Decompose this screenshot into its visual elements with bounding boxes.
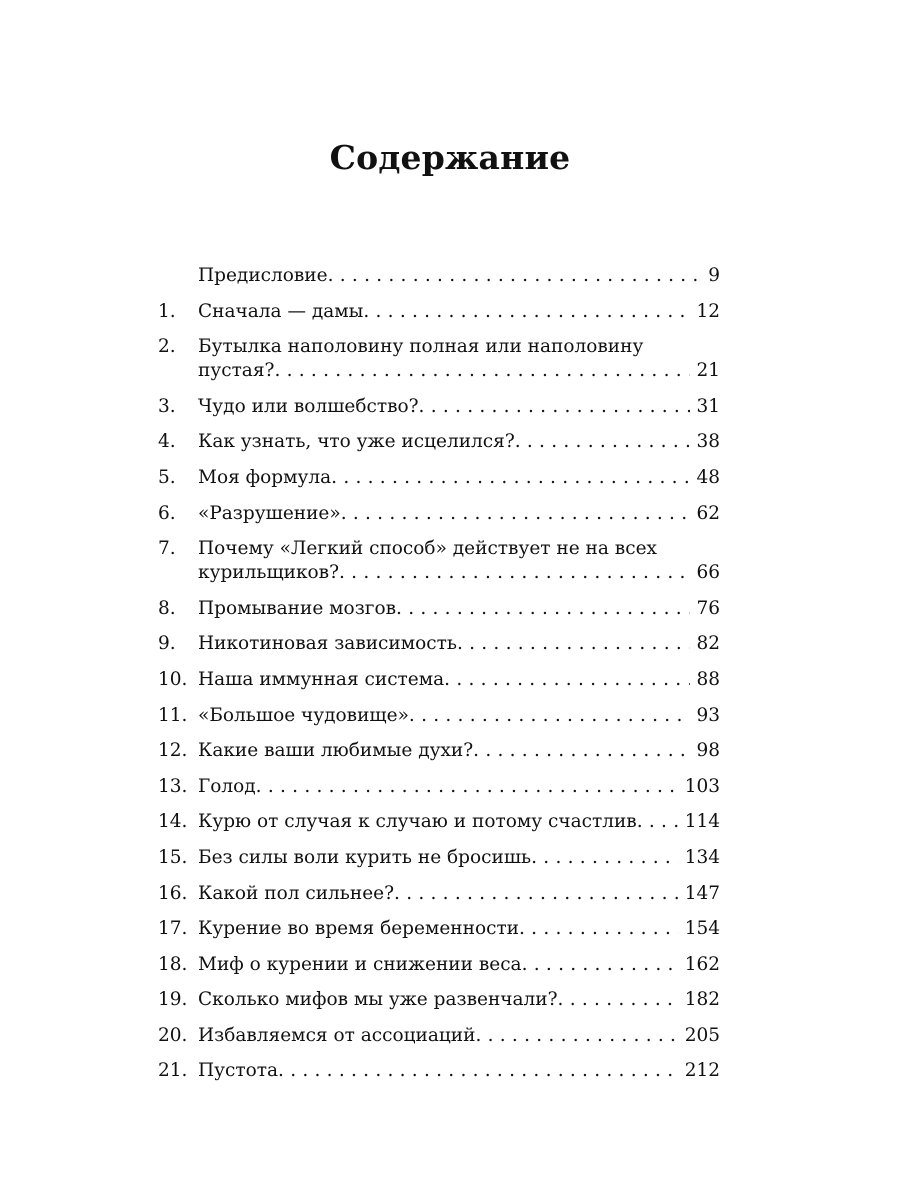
dot-leader (394, 882, 679, 906)
page-number: 9 (708, 265, 720, 286)
dot-leader (419, 395, 691, 419)
page-title: Содержание (329, 138, 571, 178)
toc-entry (158, 953, 720, 977)
toc-entry-body (198, 597, 720, 621)
toc-entry-line (198, 561, 720, 585)
chapter-number: 11. (158, 704, 188, 726)
page-number: 212 (684, 1060, 720, 1082)
dot-leader (444, 668, 690, 692)
chapter-number: 16. (158, 882, 188, 904)
toc-entry (158, 1059, 720, 1083)
chapter-number: 20. (158, 1024, 188, 1046)
toc-entry-line (198, 300, 720, 324)
toc-entry (158, 335, 720, 383)
toc-entry-body (198, 430, 720, 454)
toc-entry-line (198, 502, 720, 526)
toc-entry-body (198, 988, 720, 1012)
chapter-number: 9. (158, 633, 176, 655)
toc-entry (158, 810, 720, 834)
toc-entry-body (198, 300, 720, 324)
toc-entry-line (198, 668, 720, 692)
page-number: 76 (696, 597, 720, 619)
chapter-number: 7. (158, 538, 176, 560)
dot-leader (328, 264, 703, 288)
chapter-number: 19. (158, 989, 188, 1011)
toc-entry-line (198, 917, 720, 941)
dot-leader (396, 597, 690, 621)
dot-leader (522, 953, 679, 977)
page-number: 88 (696, 668, 720, 690)
chapter-title: Без силы воли курить не бросишь (198, 846, 532, 868)
chapter-title: Пустота (198, 1060, 279, 1082)
chapter-title-line: Почему «Легкий способ» действует не на всех (198, 538, 657, 560)
page-number: 31 (696, 395, 720, 417)
dot-leader (274, 359, 690, 383)
page-number: 48 (696, 466, 720, 488)
toc-entry-body (198, 917, 720, 941)
toc-entry (158, 537, 720, 585)
toc-entry-body (198, 810, 720, 834)
chapter-title: Моя формула (198, 466, 332, 488)
page-number: 38 (696, 431, 720, 453)
chapter-title-line: Бутылка наполовину полная или наполовину (198, 336, 644, 358)
page-number: 182 (684, 989, 720, 1011)
dot-leader (341, 502, 691, 526)
dot-leader (637, 810, 679, 834)
chapter-title: «Большое чудовище» (198, 704, 409, 726)
toc-entry-body (198, 668, 720, 692)
page-number: 98 (696, 740, 720, 762)
chapter-title: Какой пол сильнее? (198, 882, 395, 904)
chapter-title: Голод (198, 775, 256, 797)
toc-entry-body (198, 335, 720, 383)
chapter-title: Чудо или волшебство? (198, 395, 419, 417)
chapter-title: Промывание мозгов (198, 597, 397, 619)
dot-leader (363, 300, 690, 324)
toc-entry (158, 739, 720, 763)
table-of-contents (158, 264, 720, 1095)
dot-leader (519, 917, 679, 941)
chapter-number (158, 264, 198, 288)
toc-entry-line (198, 988, 720, 1012)
toc-entry-body (198, 395, 720, 419)
toc-entry-body (198, 739, 720, 763)
toc-entry (158, 597, 720, 621)
chapter-title: Курение во время беременности (198, 918, 520, 940)
toc-entry-line (198, 882, 720, 906)
toc-entry-line (198, 264, 720, 288)
chapter-number: 4. (158, 431, 176, 453)
toc-entry-body (198, 704, 720, 728)
toc-entry-line (198, 704, 720, 728)
chapter-number: 3. (158, 395, 176, 417)
page-number: 162 (684, 953, 720, 975)
toc-entry-line (198, 846, 720, 870)
chapter-number: 8. (158, 597, 176, 619)
toc-entry (158, 775, 720, 799)
page-number: 66 (696, 562, 720, 584)
chapter-title: Никотиновая зависимость (198, 633, 457, 655)
chapter-title: Курю от случая к случаю и потому счастлив (198, 811, 637, 833)
toc-entry-line (198, 597, 720, 621)
toc-entry-line (198, 775, 720, 799)
toc-entry-line (198, 1024, 720, 1048)
chapter-number: 10. (158, 668, 188, 690)
dot-leader (256, 775, 679, 799)
chapter-number: 21. (158, 1060, 188, 1082)
page-number: 93 (696, 704, 720, 726)
dot-leader (531, 846, 679, 870)
toc-entry (158, 917, 720, 941)
toc-entry-body (198, 953, 720, 977)
chapter-title: курильщиков? (198, 562, 340, 584)
dot-leader (339, 561, 690, 585)
chapter-number: 18. (158, 953, 188, 975)
page-number: 147 (684, 882, 720, 904)
toc-entry (158, 466, 720, 490)
toc-entry-line (198, 810, 720, 834)
page-number: 205 (684, 1024, 720, 1046)
toc-entry-body (198, 537, 720, 585)
toc-entry-body (198, 846, 720, 870)
dot-leader (331, 466, 690, 490)
chapter-number: 2. (158, 336, 176, 358)
chapter-number: 6. (158, 502, 176, 524)
toc-entry-line (198, 359, 720, 383)
chapter-title: Предисловие (198, 265, 328, 286)
toc-entry-line (198, 1059, 720, 1083)
dot-leader (278, 1059, 679, 1083)
page-number: 21 (696, 360, 720, 382)
dot-leader (409, 704, 691, 728)
toc-entry-line (198, 632, 720, 656)
chapter-title: Сначала — дамы (198, 300, 364, 322)
dot-leader (457, 632, 691, 656)
chapter-title: Какие ваши любимые духи? (198, 740, 474, 762)
chapter-title: Как узнать, что уже исцелился? (198, 431, 515, 453)
toc-entry (158, 264, 720, 288)
toc-entry-line (198, 430, 720, 454)
chapter-title: Сколько мифов мы уже развенчали? (198, 989, 558, 1011)
page-number: 12 (696, 300, 720, 322)
page-number: 82 (696, 633, 720, 655)
toc-entry (158, 502, 720, 526)
toc-entry (158, 704, 720, 728)
chapter-number: 12. (158, 740, 188, 762)
page-number: 62 (696, 502, 720, 524)
chapter-number: 17. (158, 918, 188, 940)
toc-entry (158, 632, 720, 656)
toc-entry (158, 395, 720, 419)
chapter-title: «Разрушение» (198, 502, 341, 524)
toc-entry (158, 988, 720, 1012)
toc-entry-line (198, 466, 720, 490)
toc-entry-body (198, 775, 720, 799)
dot-leader (475, 1024, 678, 1048)
toc-entry-body (198, 466, 720, 490)
toc-entry (158, 846, 720, 870)
dot-leader (515, 430, 691, 454)
dot-leader (558, 988, 679, 1012)
page-number: 114 (684, 811, 720, 833)
toc-entry-body (198, 502, 720, 526)
chapter-number: 1. (158, 300, 176, 322)
toc-entry-body (198, 882, 720, 906)
chapter-number: 14. (158, 811, 188, 833)
dot-leader (473, 739, 690, 763)
toc-entry-line (198, 739, 720, 763)
toc-entry (158, 430, 720, 454)
toc-entry (158, 882, 720, 906)
toc-entry (158, 300, 720, 324)
chapter-title: Избавляемся от ассоциаций (198, 1024, 476, 1046)
toc-entry-body (198, 264, 720, 288)
page-number: 134 (684, 846, 720, 868)
chapter-number: 15. (158, 846, 188, 868)
toc-entry-body (198, 632, 720, 656)
chapter-number: 13. (158, 775, 188, 797)
toc-entry-line (198, 953, 720, 977)
toc-entry-body (198, 1059, 720, 1083)
chapter-title: пустая? (198, 360, 275, 382)
toc-entry-line (198, 395, 720, 419)
chapter-title: Миф о курении и снижении веса (198, 953, 522, 975)
page-number: 103 (684, 775, 720, 797)
page-number: 154 (684, 918, 720, 940)
toc-entry (158, 668, 720, 692)
chapter-number: 5. (158, 466, 176, 488)
toc-entry-body (198, 1024, 720, 1048)
toc-entry (158, 1024, 720, 1048)
chapter-title: Наша иммунная система (198, 668, 445, 690)
